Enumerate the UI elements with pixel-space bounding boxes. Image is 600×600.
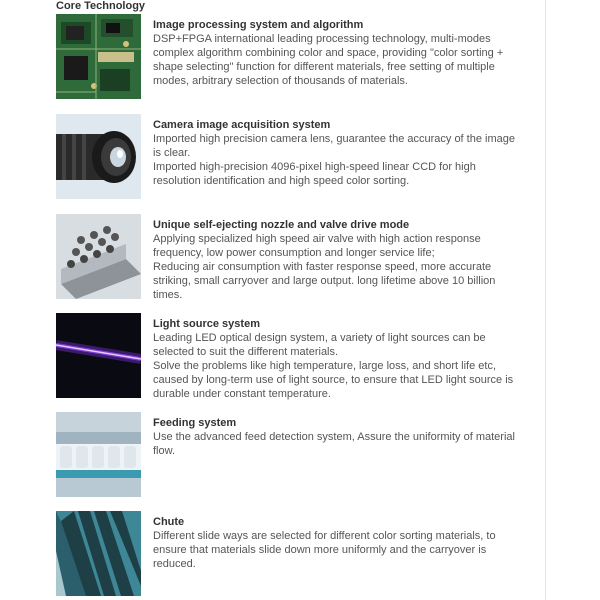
feature-line: shape selecting" function for different materials, free setting of multiple — [153, 61, 495, 73]
feature-line: Solve the problems like high temperature, large loss, and short life etc, — [153, 360, 497, 372]
feature-line: Leading LED optical design system, a variety of light sources can be — [153, 332, 486, 344]
feature-line: times. — [153, 289, 183, 301]
ejector-valve-image — [56, 214, 141, 299]
feature-line: DSP+FPGA international leading processing technology, multi-modes — [153, 33, 491, 45]
feature-line: resolution identification and high speed color sorting. — [153, 175, 410, 187]
feature-line: Imported high precision camera lens, guarantee the accuracy of the image — [153, 133, 515, 145]
feature-line: complex algorithm combining color and space, providing "color sorting + — [153, 47, 504, 59]
feature-line: is clear. — [153, 147, 191, 159]
feature-title: Camera image acquisition system — [153, 119, 331, 131]
feature-line: Use the advanced feed detection system, Assure the uniformity of material — [153, 431, 515, 443]
feature-line: reduced. — [153, 558, 196, 570]
feature-title: Image processing system and algorithm — [153, 19, 364, 31]
feature-title: Light source system — [153, 318, 260, 330]
feature-line: caused by long-term use of light source, to ensure that LED light source is — [153, 374, 514, 386]
feature-title: Chute — [153, 516, 185, 528]
feature-line: frequency, low power consumption and longer service life; — [153, 247, 435, 259]
feature-line: durable under constant temperature. — [153, 388, 331, 400]
feature-line: modes, arbitrary selection of thousands of materials. — [153, 75, 408, 87]
feature-line: selected to suit the different materials. — [153, 346, 339, 358]
feature-line: flow. — [153, 445, 176, 457]
chute-image — [56, 511, 141, 596]
feature-line: Applying specialized high speed air valve with high action response — [153, 233, 481, 245]
camera-lens-image — [56, 114, 141, 199]
feature-line: striking, small carryover and large output. long lifetime above 10 billion — [153, 275, 496, 287]
feature-line: Different slide ways are selected for different color sorting materials, to — [153, 530, 496, 542]
feature-line: Imported high-precision 4096-pixel high-speed linear CCD for high — [153, 161, 476, 173]
feature-line: Reducing air consumption with faster response speed, more accurate — [153, 261, 492, 273]
feature-line: ensure that materials slide down more uniformly and the carryover is — [153, 544, 487, 556]
feeding-hopper-image — [56, 412, 141, 497]
circuit-board-image — [56, 14, 141, 99]
led-light-image — [56, 313, 141, 398]
section-title: Core Technology — [56, 0, 146, 12]
feature-title: Feeding system — [153, 417, 237, 429]
feature-title: Unique self-ejecting nozzle and valve drive mode — [153, 219, 410, 231]
